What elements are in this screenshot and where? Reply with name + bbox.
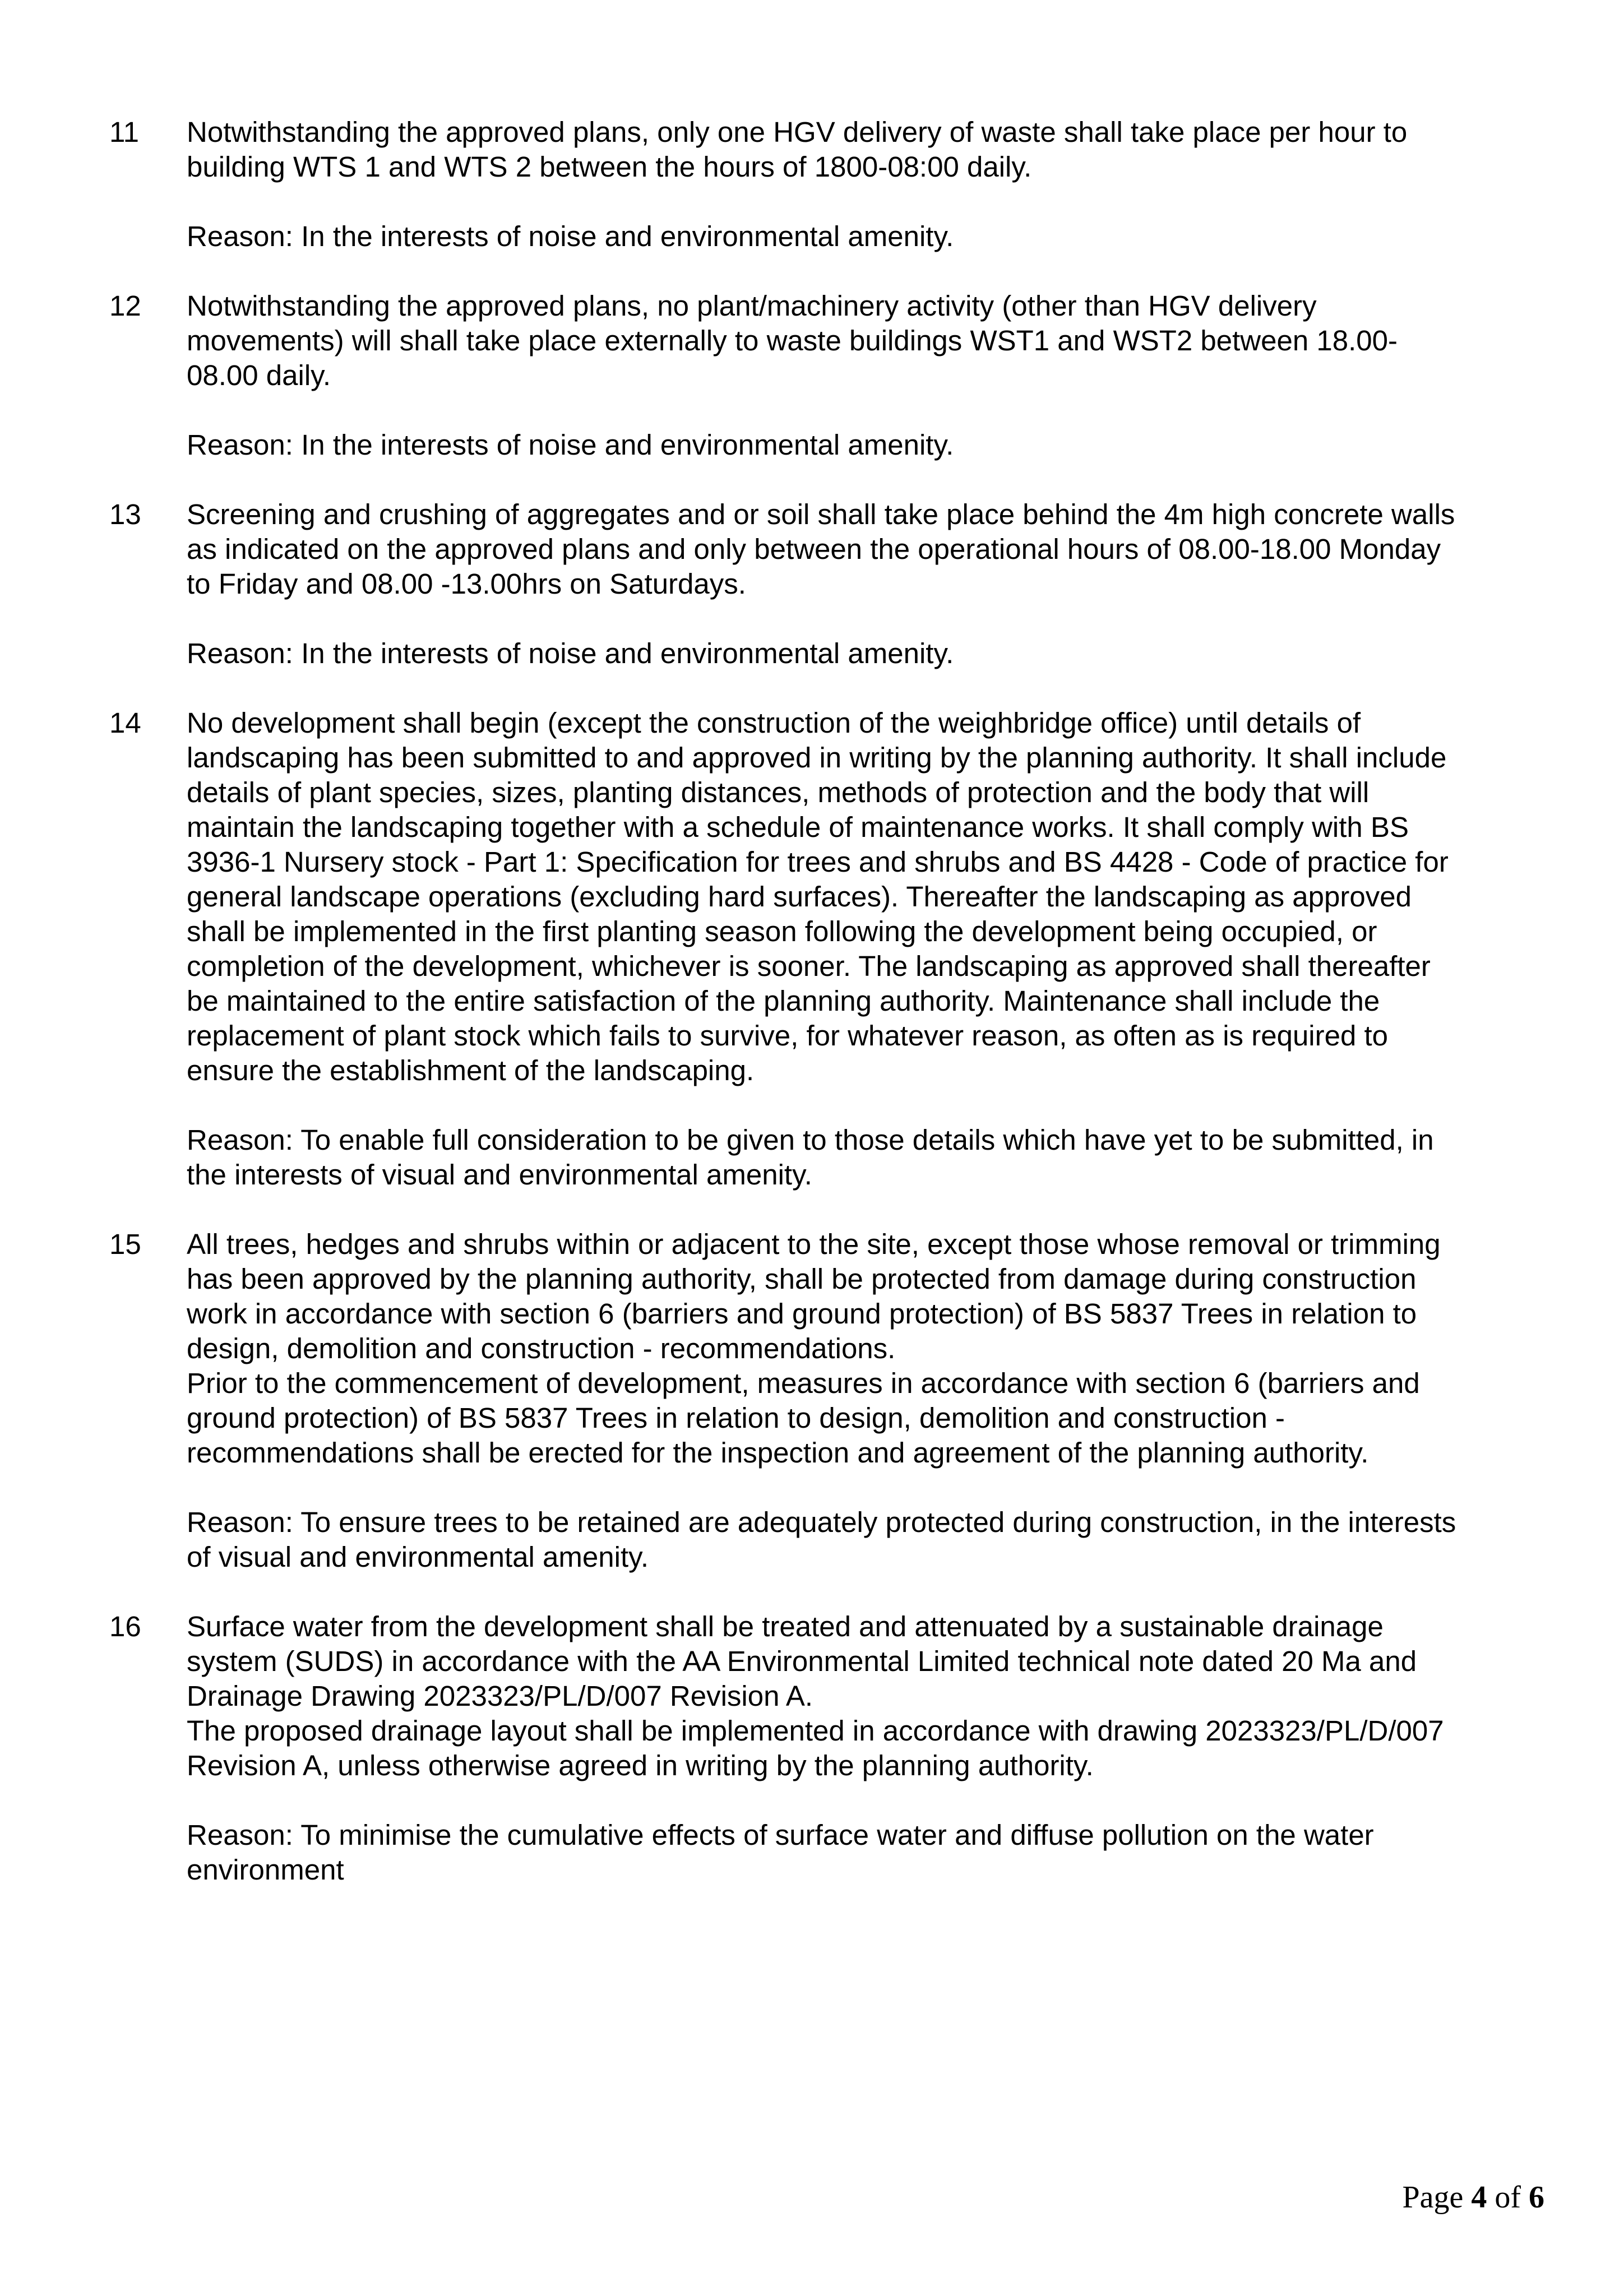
condition-number: 15 xyxy=(109,1228,141,1260)
current-page-number: 4 xyxy=(1471,2180,1487,2215)
condition-reason: Reason: In the interests of noise and environmental amenity. xyxy=(187,429,954,461)
condition-text: Notwithstanding the approved plans, only one HGV delivery of waste shall take place per hour to building WTS 1 and WTS 2 between the hours of 1800-08:00 daily. xyxy=(187,116,1408,183)
total-pages-number: 6 xyxy=(1529,2180,1544,2215)
condition-reason: Reason: In the interests of noise and environmental amenity. xyxy=(187,637,954,669)
condition-text: Surface water from the development shall be treated and attenuated by a sustainable drainage system (SUDS) in accordance with the AA Environmental Limited technical note dated 20 Ma and Drainage Drawing 2023323/PL/D/007 Revision A. The proposed drainage layout shall be implemented in accordance with drawing 2023323/PL/D/007 Revision A, unless otherwise agreed in writing by the planning authority. xyxy=(187,1610,1444,1781)
condition-13 xyxy=(109,497,1544,671)
condition-number: 13 xyxy=(109,498,141,530)
condition-11 xyxy=(109,115,1544,254)
condition-text: All trees, hedges and shrubs within or adjacent to the site, except those whose removal or trimming has been approved by the planning authority, shall be protected from damage during construction work in accordance with section 6 (barriers and ground protection) of BS 5837 Trees in relation to design, demolition and construction - recommendations. Prior to the commencement of development, measures in accordance with section 6 (barriers and ground protection) of BS 5837 Trees in relation to design, demolition and construction - recommendations shall be erected for the inspection and agreement of the planning authority. xyxy=(187,1228,1441,1469)
condition-reason: Reason: To minimise the cumulative effects of surface water and diffuse pollution on the water environment xyxy=(187,1819,1374,1886)
condition-text: No development shall begin (except the construction of the weighbridge office) until details of landscaping has been submitted to and approved in writing by the planning authority. It shall include details of plant species, sizes, planting distances, methods of protection and the body that will maintain the landscaping together with a schedule of maintenance works. It shall comply with BS 3936-1 Nursery stock - Part 1: Specification for trees and shrubs and BS 4428 - Code of practice for general landscape operations (excluding hard surfaces). Thereafter the landscaping as approved shall be implemented in the first planting season following the development being occupied, or completion of the development, whichever is sooner. The landscaping as approved shall thereafter be maintained to the entire satisfaction of the planning authority. Maintenance shall include the replacement of plant stock which fails to survive, for whatever reason, as often as is required to ensure the establishment of the landscaping. xyxy=(187,707,1449,1086)
condition-14 xyxy=(109,706,1544,1192)
conditions-list xyxy=(109,115,1544,1887)
condition-text: Notwithstanding the approved plans, no plant/machinery activity (other than HGV delivery movements) will shall take place externally to waste buildings WST1 and WST2 between 18.00- 08.00 daily. xyxy=(187,290,1398,391)
condition-number: 14 xyxy=(109,707,141,739)
condition-number: 12 xyxy=(109,290,141,322)
condition-reason: Reason: In the interests of noise and environmental amenity. xyxy=(187,220,954,252)
condition-text: Screening and crushing of aggregates and or soil shall take place behind the 4m high concrete walls as indicated on the approved plans and only between the operational hours of 08.00-18.00 Monday to Friday and 08.00 -13.00hrs on Saturdays. xyxy=(187,498,1455,600)
condition-reason: Reason: To enable full consideration to be given to those details which have yet to be submitted, in the interests of visual and environmental amenity. xyxy=(187,1124,1434,1191)
page-number-footer xyxy=(1402,2179,1544,2215)
condition-reason: Reason: To ensure trees to be retained are adequately protected during construction, in the interests of visual and environmental amenity. xyxy=(187,1506,1456,1573)
page-label: Page xyxy=(1402,2180,1464,2215)
condition-15 xyxy=(109,1227,1544,1575)
condition-12 xyxy=(109,289,1544,462)
condition-number: 16 xyxy=(109,1610,141,1642)
condition-number: 11 xyxy=(109,116,139,148)
condition-16 xyxy=(109,1609,1544,1887)
of-label: of xyxy=(1495,2180,1521,2215)
